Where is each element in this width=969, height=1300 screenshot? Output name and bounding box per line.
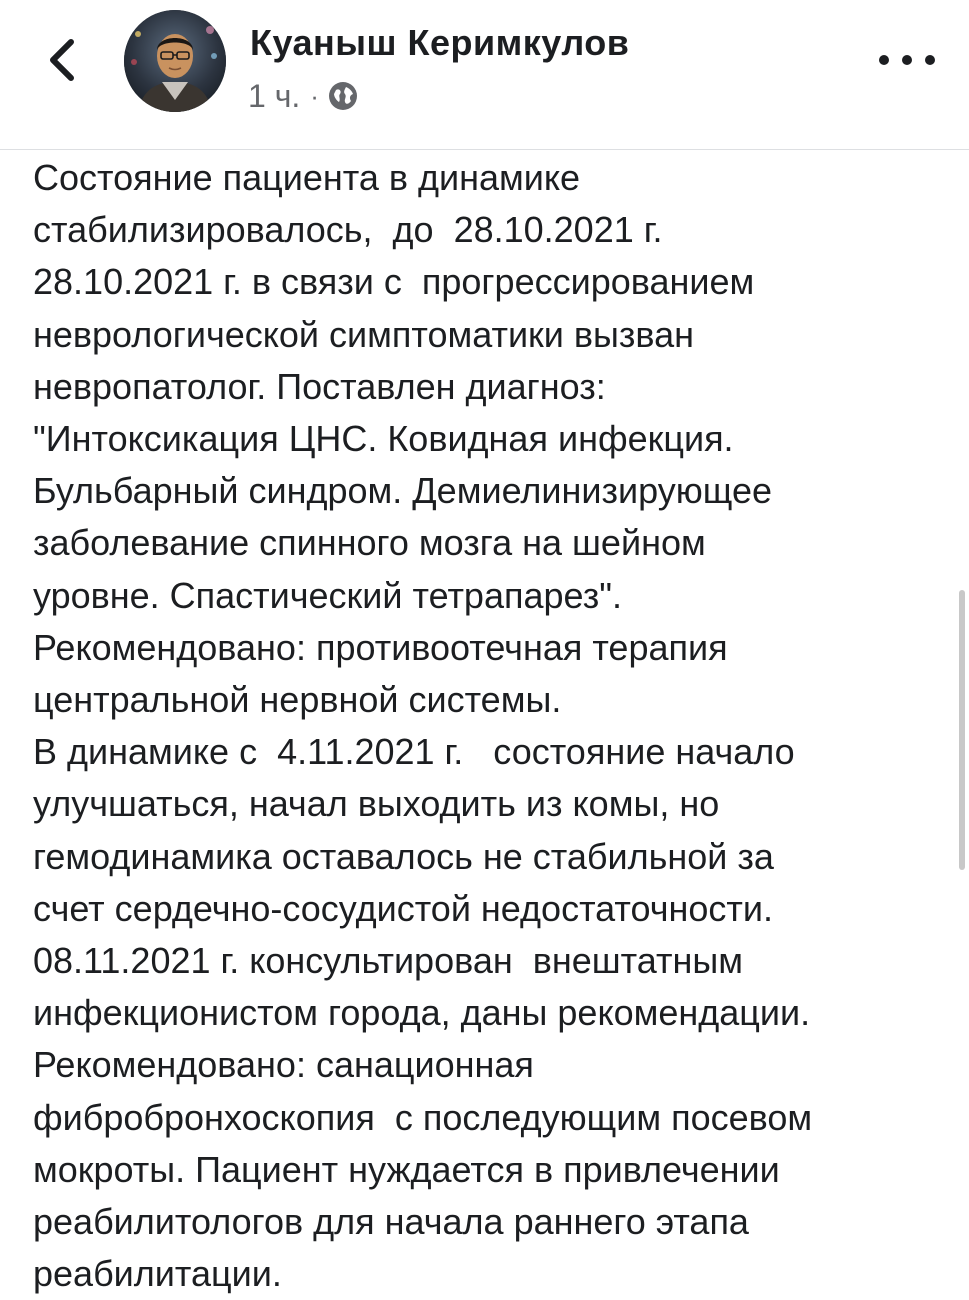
post-text-line: В динамике с 4.11.2021 г. состояние начало	[33, 731, 795, 773]
post-text-line: реабилитологов для начала раннего этапа	[33, 1201, 749, 1243]
post-text-line: 28.10.2021 г. в связи с прогрессированием	[33, 261, 755, 303]
author-name[interactable]: Куаныш Керимкулов	[250, 22, 630, 63]
post-text-line: гемодинамика оставалось не стабильной за	[33, 835, 774, 877]
post-text-line: 08.11.2021 г. консультирован внештатным	[33, 940, 743, 982]
back-button[interactable]	[34, 30, 90, 90]
more-dot	[902, 55, 912, 65]
post-text-line: заболевание спинного мозга на шейном	[33, 522, 706, 564]
post-timestamp[interactable]: 1 ч.	[248, 77, 301, 114]
post-text-line: реабилитации.	[33, 1253, 282, 1295]
post-header	[0, 0, 969, 150]
avatar-photo	[124, 10, 226, 112]
post-text-line: Рекомендовано: противоотечная терапия	[33, 626, 728, 668]
post-text-line: инфекционистом города, даны рекомендации.	[33, 992, 811, 1034]
post-text-line: стабилизировалось, до 28.10.2021 г.	[33, 209, 663, 251]
post-text-line: неврологической симптоматики вызван	[33, 313, 695, 355]
post-text	[33, 150, 933, 1300]
post-text-line: улучшаться, начал выходить из комы, но	[33, 783, 720, 825]
more-horizontal-icon	[879, 55, 889, 65]
post-meta	[248, 74, 359, 118]
meta-separator: ·	[310, 80, 319, 111]
avatar[interactable]	[124, 10, 226, 112]
chevron-left-icon	[45, 36, 79, 84]
post-text-line: невропатолог. Поставлен диагноз:	[33, 365, 606, 407]
post-text-line: центральной нервной системы.	[33, 679, 562, 721]
post-text-line: счет сердечно-сосудистой недостаточности.	[33, 887, 773, 929]
post-text-line: "Интоксикация ЦНС. Ковидная инфекция.	[33, 418, 734, 460]
post-text-line: мокроты. Пациент нуждается в привлечении	[33, 1148, 780, 1190]
post-text-line: Бульбарный синдром. Демиелинизирующее	[33, 470, 772, 512]
post-text-line: Рекомендовано: санационная	[33, 1044, 534, 1086]
post-text-line: фибробронхоскопия с последующим посевом	[33, 1096, 813, 1138]
scrollbar[interactable]	[959, 590, 965, 870]
more-dot	[925, 55, 935, 65]
post-text-line: уровне. Спастический тетрапарез".	[33, 574, 623, 616]
post-text-line: Состояние пациента в динамике	[33, 157, 581, 198]
globe-icon	[327, 80, 359, 112]
more-options-button[interactable]	[879, 42, 935, 78]
